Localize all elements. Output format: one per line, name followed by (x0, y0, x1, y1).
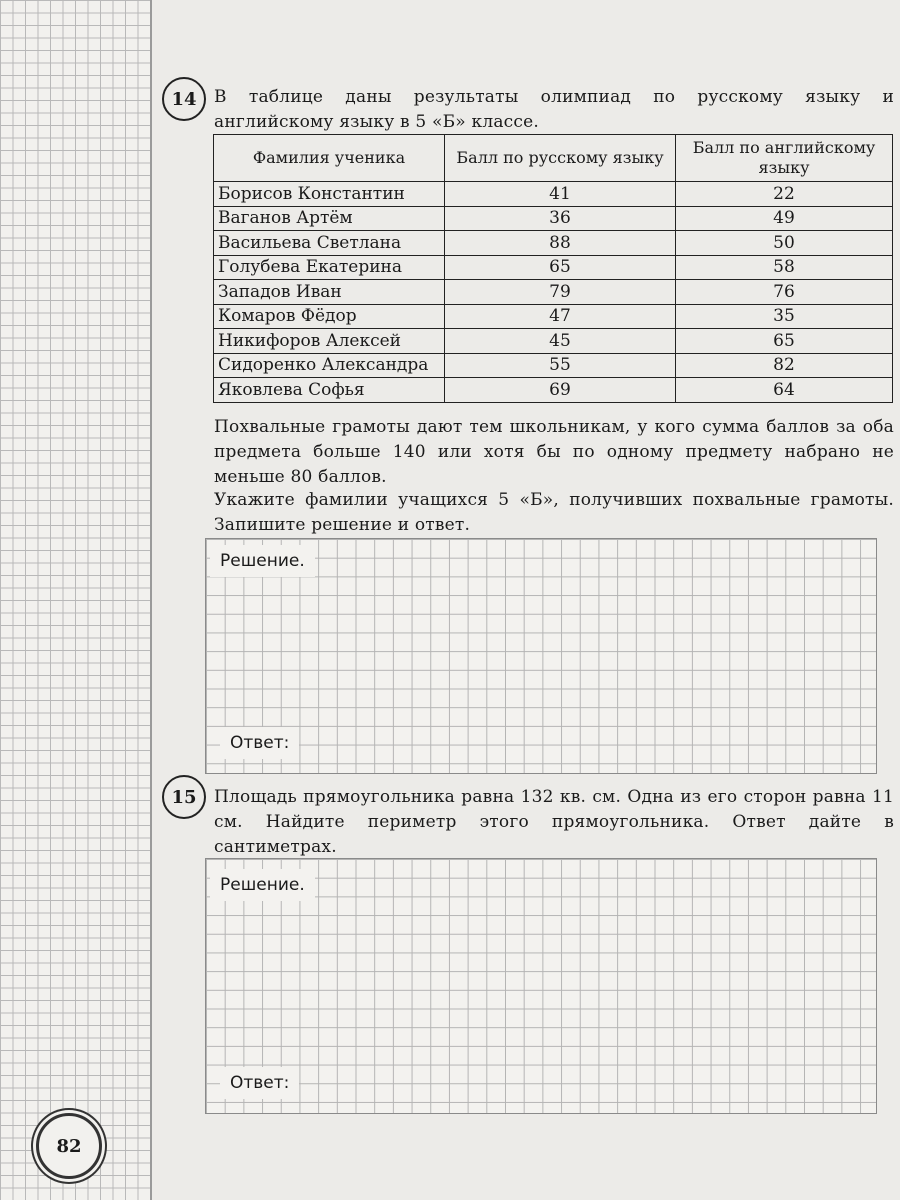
table-row (214, 353, 893, 378)
task14-answer-grid[interactable] (205, 538, 877, 774)
english-score: 49 (676, 206, 893, 231)
task14-question: Укажите фамилии учащихся 5 «Б», получивших похвальные грамоты. Запишите решение и ответ. (214, 490, 894, 535)
margin-grid (0, 0, 152, 1200)
answer-label: Ответ: (220, 727, 299, 759)
table-row (214, 182, 893, 207)
answer-label: Ответ: (220, 1067, 299, 1099)
student-name: Сидоренко Александра (214, 353, 445, 378)
table-header-row (214, 135, 893, 182)
english-score: 76 (676, 280, 893, 305)
column-header-english: Балл по английскому языку (676, 135, 893, 182)
table-row (214, 304, 893, 329)
student-name: Яковлева Софья (214, 378, 445, 403)
table-row (214, 255, 893, 280)
table-row (214, 329, 893, 354)
russian-score: 79 (445, 280, 676, 305)
task15-text: Площадь прямоугольника равна 132 кв. см. Одна из его сторон равна 11 см. Найдите периметр этого прямоугольника. Ответ дайте в сантиметрах. (214, 787, 894, 857)
task14-condition: Похвальные грамоты дают тем школьникам, у кого сумма баллов за оба предмета больше 140 или хотя бы по одному предмету набрано не меньше 80 баллов. (214, 417, 894, 487)
russian-score: 36 (445, 206, 676, 231)
results-table (213, 134, 893, 403)
student-name: Васильева Светлана (214, 231, 445, 256)
russian-score: 65 (445, 255, 676, 280)
english-score: 64 (676, 378, 893, 403)
column-header-name: Фамилия ученика (214, 135, 445, 182)
task14-intro-line1: В таблице даны результаты олимпиад по русскому языку и (214, 87, 894, 107)
student-name: Голубева Екатерина (214, 255, 445, 280)
english-score: 35 (676, 304, 893, 329)
student-name: Борисов Константин (214, 182, 445, 207)
student-name: Комаров Фёдор (214, 304, 445, 329)
student-name: Никифоров Алексей (214, 329, 445, 354)
table-row (214, 206, 893, 231)
english-score: 65 (676, 329, 893, 354)
solution-label: Решение. (210, 869, 315, 901)
solution-label: Решение. (210, 545, 315, 577)
student-name: Ваганов Артём (214, 206, 445, 231)
table-row (214, 231, 893, 256)
student-name: Западов Иван (214, 280, 445, 305)
table-row (214, 378, 893, 403)
english-score: 22 (676, 182, 893, 207)
page-number: 82 (36, 1113, 102, 1179)
table-row (214, 280, 893, 305)
russian-score: 45 (445, 329, 676, 354)
task-number-14: 14 (162, 77, 206, 121)
russian-score: 55 (445, 353, 676, 378)
russian-score: 47 (445, 304, 676, 329)
task-number-15: 15 (162, 775, 206, 819)
english-score: 58 (676, 255, 893, 280)
english-score: 50 (676, 231, 893, 256)
column-header-russian: Балл по русскому языку (445, 135, 676, 182)
english-score: 82 (676, 353, 893, 378)
russian-score: 41 (445, 182, 676, 207)
russian-score: 69 (445, 378, 676, 403)
task15-answer-grid[interactable] (205, 858, 877, 1114)
russian-score: 88 (445, 231, 676, 256)
task14-intro-line2: английскому языку в 5 «Б» классе. (214, 112, 539, 132)
